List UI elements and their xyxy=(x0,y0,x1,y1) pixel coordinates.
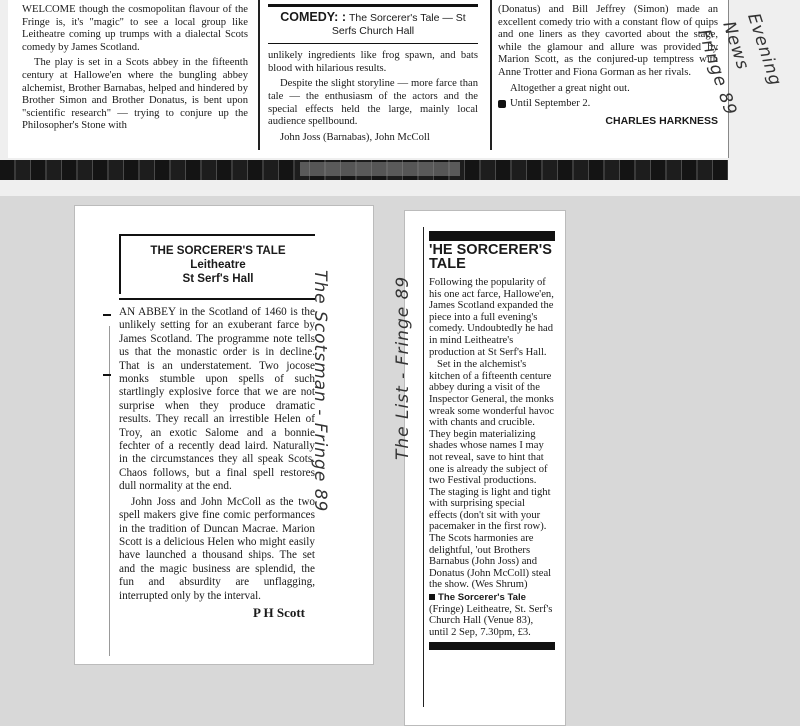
evening-news-strip xyxy=(0,0,800,196)
the-list-article xyxy=(429,231,555,650)
listing-details: (Fringe) Leitheatre, St. Serf's Church Hall (Venue 83), until 2 Sep, 7.30pm, £3. xyxy=(429,603,553,638)
the-list-clipping xyxy=(404,210,566,726)
top-bar xyxy=(429,231,555,241)
listing-bullet-icon xyxy=(429,594,435,600)
listing-title: The Sorcerer's Tale xyxy=(438,592,526,604)
evening-news-paragraph: unlikely ingredients like frog spawn, and bats blood with hilarious results. xyxy=(268,50,478,74)
photocopy-band-highlight xyxy=(300,162,460,176)
evening-news-clipping xyxy=(8,0,729,158)
column-divider xyxy=(258,0,260,150)
evening-news-column-2 xyxy=(268,4,478,147)
scotsman-paragraph: John Joss and John McColl as the two spell makers give fine comic performances in the tradition of Duncan Macrae. Marion Scott is a delicious Helen who might easily have launched a thousand ships. The set and the magic business are splendid, the fun and absurdity are unflagging, interrupted only by the interval. xyxy=(119,495,315,602)
column-divider xyxy=(490,0,492,150)
scotsman-handwritten-note: The Scotsman - Fringe 89 xyxy=(310,270,330,513)
the-list-handwritten-note: The List - Fringe 89 xyxy=(393,275,413,460)
headline-keyword: COMEDY: : xyxy=(280,10,346,24)
headline-title: The Sorcerer's Tale — St Serfs Church Hall xyxy=(331,12,466,37)
evening-news-paragraph: Despite the slight storyline — more farce than tale — the enthusiasm of the actors and the special effects held the large, mainly local audience spellbound. xyxy=(268,78,478,128)
the-list-listing xyxy=(429,592,555,638)
evening-news-handwritten-note: Evening News Fringe 89 xyxy=(693,10,786,119)
evening-news-headline xyxy=(268,4,478,44)
scotsman-body xyxy=(119,306,315,603)
evening-news-byline: CHARLES HARKNESS xyxy=(605,114,718,127)
scotsman-headline-company: Leitheatre xyxy=(190,258,246,271)
scotsman-article xyxy=(119,234,315,621)
run-dates: Until September 2. xyxy=(510,98,591,110)
the-list-body xyxy=(429,277,555,638)
bottom-bar xyxy=(429,642,555,650)
evening-news-paragraph: The play is set in a Scots abbey in the fifteenth century at Hallowe'en where the bungling abbey alchemist, Brother Barnabas, helped and hindered by Brother Simon and Brother Donatus, is bent upon "scientific research" — trying to conjure up the Philosopher's Stone with xyxy=(22,57,248,132)
headline-rule xyxy=(119,298,315,300)
scotsman-paragraph: AN ABBEY in the Scotland of 1460 is the unlikely setting for an exuberant farce by James Scotland. The programme note tells us that the monastic order is in decline. That is an understatement. Two jocose monks stumble upon spells of such startlingly explosive force that we are not surprise when they produce dramatic results. They recall an irrestible Helen of Troy, an exotic Salome and a bonnie fechter of a recently dead laird. Naturally in the circumstances they all speak Scots. Chaos follows, but a final spell restores dull normality at the end. xyxy=(119,306,315,493)
scotsman-headline-venue: St Serf's Hall xyxy=(182,272,254,285)
scotsman-headline xyxy=(119,234,315,294)
the-list-paragraph: Set in the alchemist's kitchen of a fifteenth centure abbey during a visit of the Inspector General, the monks wreak some wonderful havoc with chants and crucible. They begin materializing shades whose names I may not reveal, save to hint that one is already the subject of two Festival productions. The staging is light and tight with surprising special effects (don't sit with your pacemaker in the first row). The Scots harmonies are delightful, 'out Brothers Barnabus (John Joss) and Donatus (John McColl) steal the show. (Wes Shrum) xyxy=(429,359,555,591)
the-list-paragraph: Following the popularity of his one act farce, Hallowe'en, James Scotland expanded the piece into a full evening's comedy. Undoubtedly he had in mind Leitheatre's production at St Serf's Hall. xyxy=(429,277,554,358)
evening-news-paragraph: Altogether a great night out. xyxy=(510,82,630,94)
scotsman-headline-title: THE SORCERER'S TALE xyxy=(150,244,286,257)
scotsman-signature: P H Scott xyxy=(253,604,305,620)
margin-mark xyxy=(103,374,111,376)
evening-news-paragraph: WELCOME though the cosmopolitan flavour of the Fringe is, it's "magic" to see a local group like Leitheatre coming up trumps with a dialectal Scots comedy by James Scotland. xyxy=(22,4,248,53)
evening-news-column-3 xyxy=(498,4,718,127)
evening-news-paragraph xyxy=(498,98,718,111)
evening-news-paragraph: (Donatus) and Bill Jeffrey (Simon) made an excellent comedy trio with a constant flow of quips and one liners as they cavorted about the stage, while the glamour and allure was provided by Marion Scott, as the conjured-up temptress with Anne Trotter and Fiona Gorman as her rivals. xyxy=(498,4,718,78)
bullet-icon xyxy=(498,100,506,108)
the-list-headline: 'HE SORCERER'S TALE xyxy=(429,242,552,272)
margin-rule xyxy=(423,227,424,707)
margin-mark xyxy=(103,314,111,316)
evening-news-paragraph: John Joss (Barnabas), John McColl xyxy=(280,131,430,143)
evening-news-column-1 xyxy=(22,4,248,136)
